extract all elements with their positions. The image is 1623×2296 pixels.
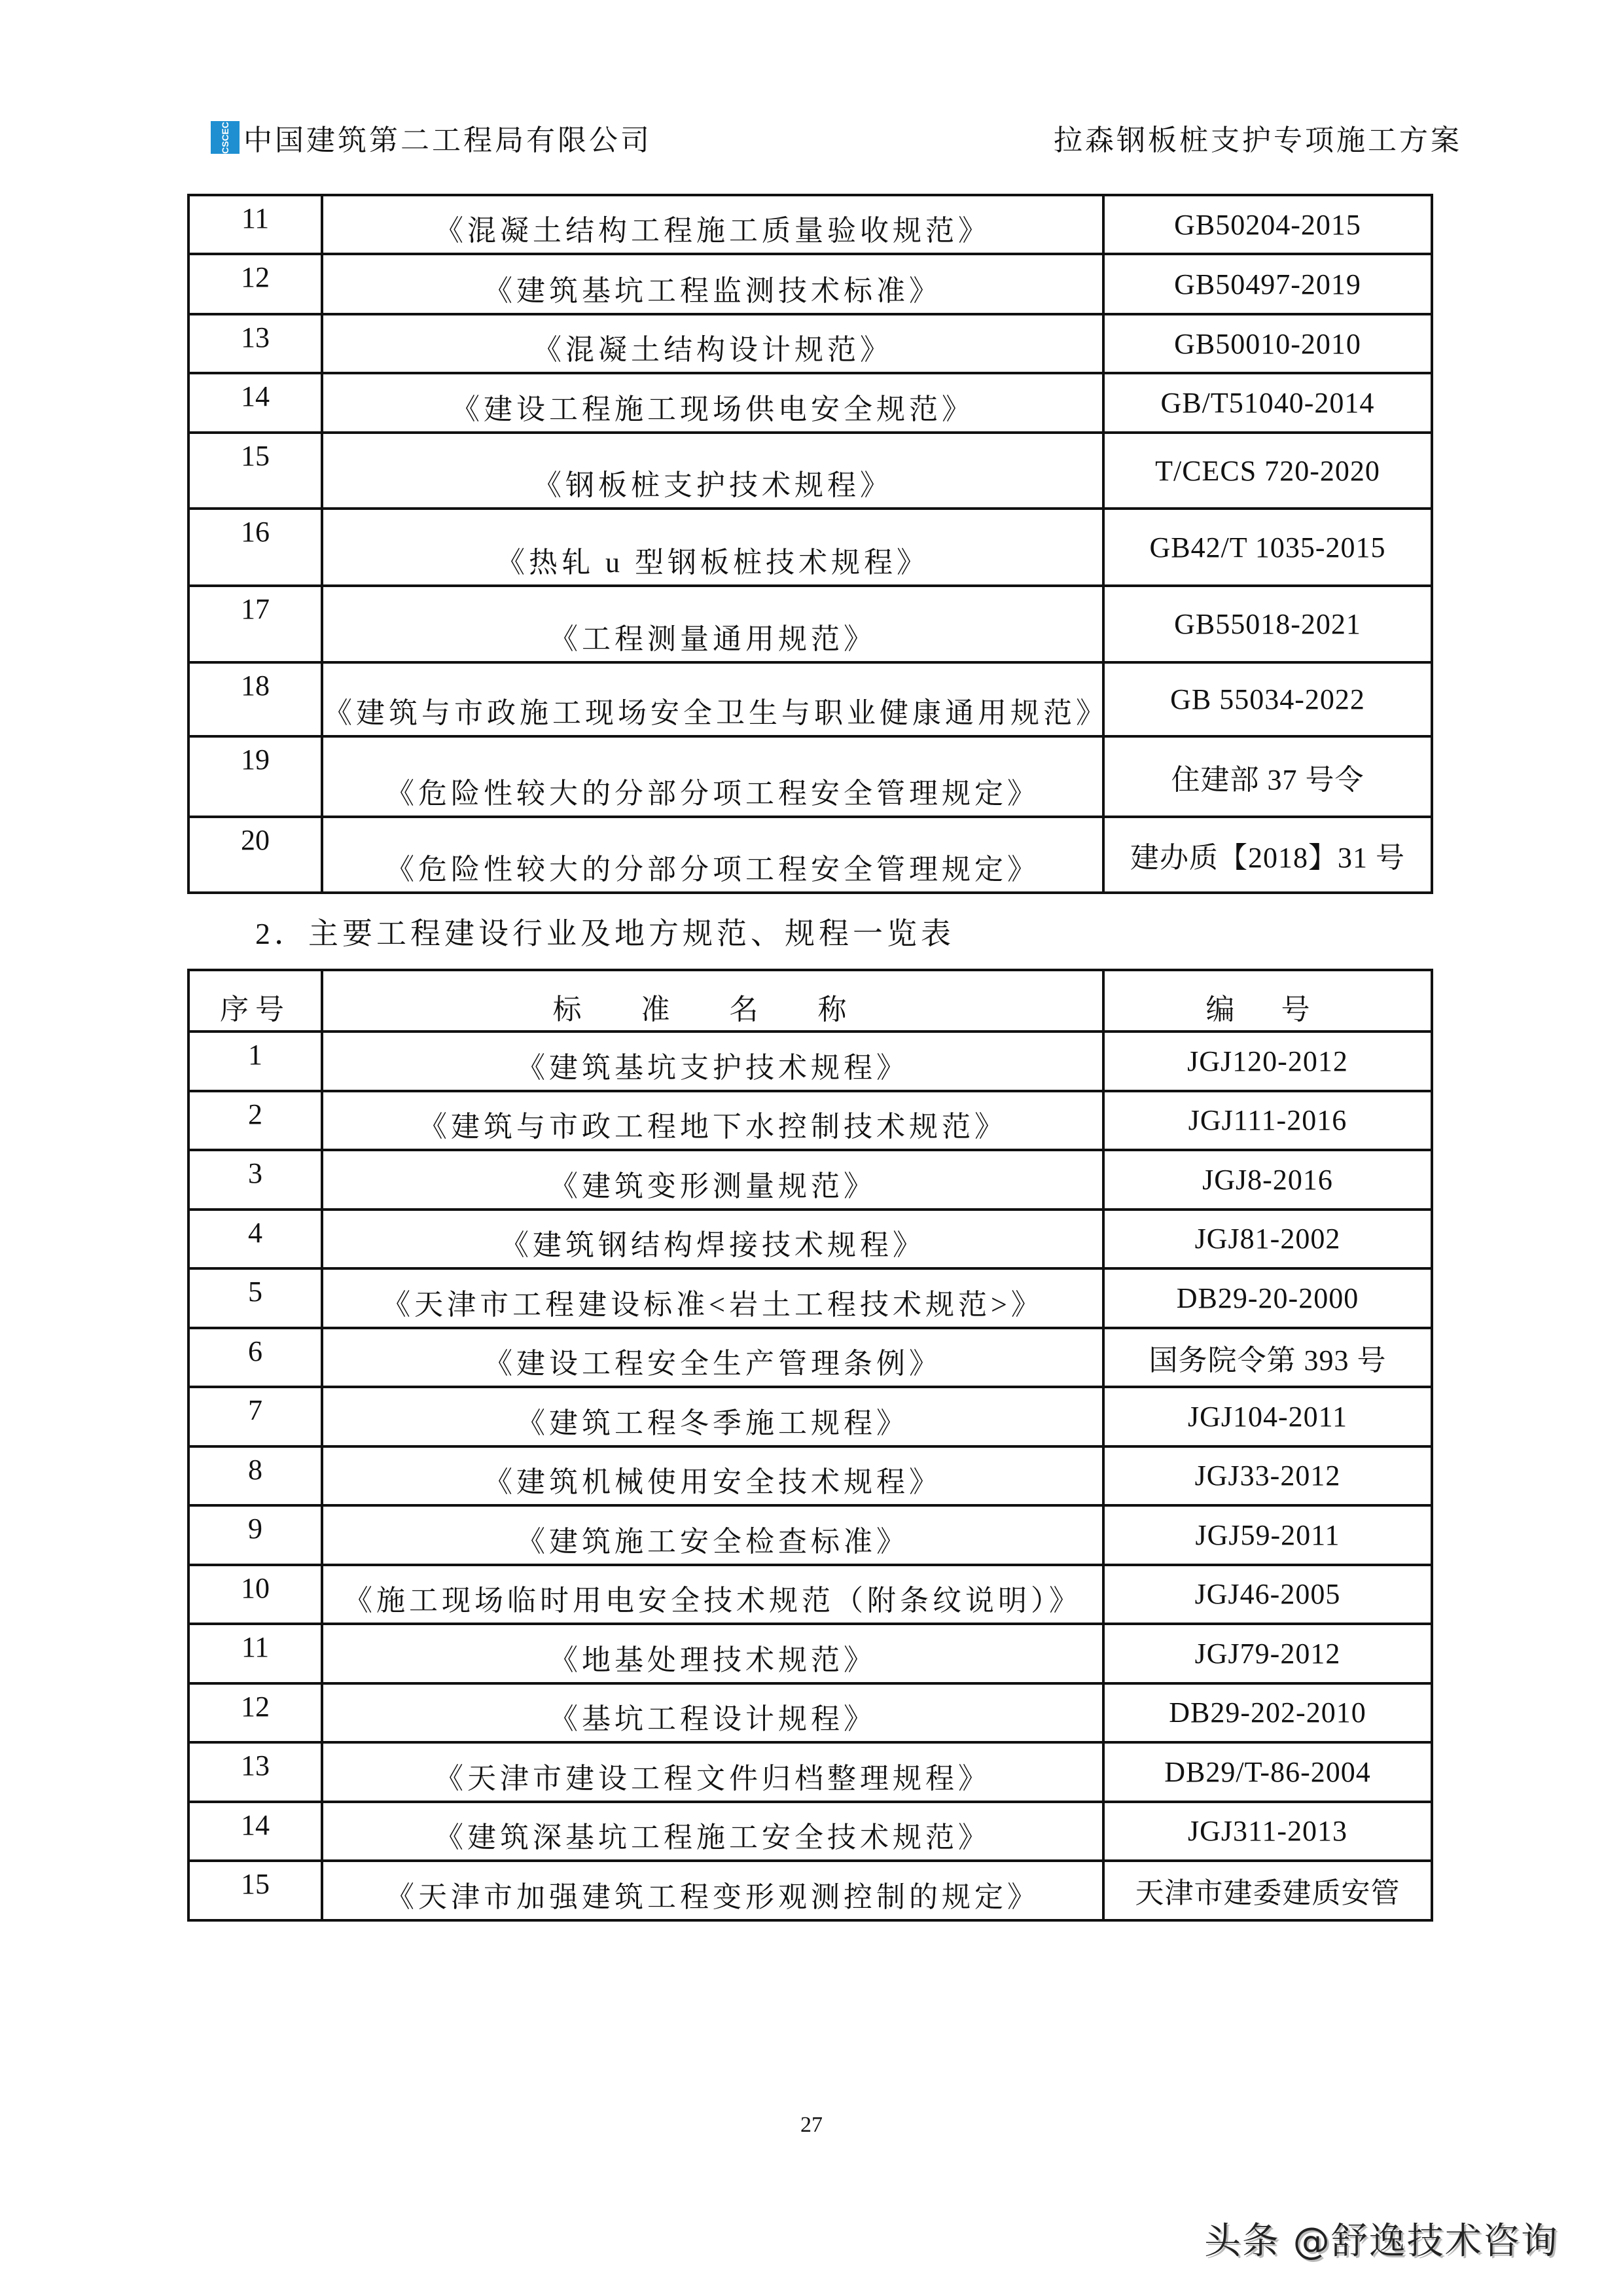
watermark: 头条 @舒逸技术咨询: [1204, 2220, 1559, 2263]
table-row: [188, 1150, 1432, 1210]
row-number: 17: [188, 586, 322, 662]
standard-name: 《建筑施工安全检查标准》: [322, 1505, 1103, 1565]
standard-name: 《热轧 u 型钢板桩技术规程》: [322, 509, 1103, 586]
row-number: 13: [188, 314, 322, 373]
standard-code: GB50204-2015: [1103, 195, 1432, 254]
standard-name: 《建筑钢结构焊接技术规程》: [322, 1210, 1103, 1269]
standard-code: GB 55034-2022: [1103, 662, 1432, 736]
standard-name: 《建筑基坑工程监测技术标准》: [322, 254, 1103, 314]
table-row: [188, 817, 1432, 893]
table-row: [188, 736, 1432, 817]
table-row: [188, 1802, 1432, 1861]
row-number: 12: [188, 254, 322, 314]
row-number: 19: [188, 736, 322, 817]
row-number: 8: [188, 1446, 322, 1506]
standard-code: 国务院令第 393 号: [1103, 1328, 1432, 1388]
standard-name: 《危险性较大的分部分项工程安全管理规定》: [322, 736, 1103, 817]
company-name: 中国建筑第二工程局有限公司: [243, 124, 652, 156]
standard-name: 《天津市工程建设标准<岩土工程技术规范>》: [322, 1268, 1103, 1328]
row-number: 14: [188, 373, 322, 433]
standard-name: 《建筑与市政工程地下水控制技术规范》: [322, 1091, 1103, 1151]
standards-table-industry-local: [187, 969, 1433, 1922]
table-row: [188, 1031, 1432, 1091]
standard-name: 《建筑变形测量规范》: [322, 1150, 1103, 1210]
table-row: [188, 1268, 1432, 1328]
standard-code: DB29-20-2000: [1103, 1268, 1432, 1328]
row-number: 10: [188, 1565, 322, 1624]
table-row: [188, 1565, 1432, 1624]
standard-name: 《建筑机械使用安全技术规程》: [322, 1446, 1103, 1506]
standard-code: JGJ311-2013: [1103, 1802, 1432, 1861]
standard-code: JGJ79-2012: [1103, 1624, 1432, 1683]
standard-code: JGJ33-2012: [1103, 1446, 1432, 1506]
row-number: 7: [188, 1387, 322, 1446]
standard-code: DB29-202-2010: [1103, 1683, 1432, 1743]
row-number: 15: [188, 1861, 322, 1920]
row-number: 3: [188, 1150, 322, 1210]
row-number: 11: [188, 195, 322, 254]
column-header-code: 编 号: [1103, 970, 1432, 1031]
table-row: [188, 314, 1432, 373]
standard-code: JGJ46-2005: [1103, 1565, 1432, 1624]
table-row: [188, 1387, 1432, 1446]
standard-name: 《危险性较大的分部分项工程安全管理规定》: [322, 817, 1103, 893]
table-row: [188, 1446, 1432, 1506]
table-row: [188, 433, 1432, 509]
page-number: 27: [800, 2113, 823, 2137]
standard-code: JGJ81-2002: [1103, 1210, 1432, 1269]
row-number: 15: [188, 433, 322, 509]
table-row: [188, 1210, 1432, 1269]
standard-name: 《建筑工程冬季施工规程》: [322, 1387, 1103, 1446]
row-number: 6: [188, 1328, 322, 1388]
document-title: 拉森钢板桩支护专项施工方案: [1054, 124, 1462, 156]
standard-code: GB/T51040-2014: [1103, 373, 1432, 433]
table-row: [188, 586, 1432, 662]
row-number: 4: [188, 1210, 322, 1269]
row-number: 20: [188, 817, 322, 893]
standard-name: 《建设工程施工现场供电安全规范》: [322, 373, 1103, 433]
table-row: [188, 1861, 1432, 1920]
standard-code: JGJ120-2012: [1103, 1031, 1432, 1091]
table-row: [188, 509, 1432, 586]
standard-code: 住建部 37 号令: [1103, 736, 1432, 817]
row-number: 13: [188, 1742, 322, 1802]
standard-code: JGJ59-2011: [1103, 1505, 1432, 1565]
standard-name: 《工程测量通用规范》: [322, 586, 1103, 662]
column-header-no: 序号: [188, 970, 322, 1031]
standards-table-national: [187, 194, 1433, 894]
standard-code: JGJ104-2011: [1103, 1387, 1432, 1446]
standard-name: 《混凝土结构设计规范》: [322, 314, 1103, 373]
table-row: [188, 373, 1432, 433]
standard-name: 《建筑基坑支护技术规程》: [322, 1031, 1103, 1091]
standard-name: 《建筑与市政施工现场安全卫生与职业健康通用规范》: [322, 662, 1103, 736]
column-header-name: 标 准 名 称: [322, 970, 1103, 1031]
row-number: 16: [188, 509, 322, 586]
standard-code: 建办质【2018】31 号: [1103, 817, 1432, 893]
standard-name: 《天津市加强建筑工程变形观测控制的规定》: [322, 1861, 1103, 1920]
row-number: 1: [188, 1031, 322, 1091]
table-row: [188, 1683, 1432, 1743]
standard-code: GB42/T 1035-2015: [1103, 509, 1432, 586]
standard-name: 《建设工程安全生产管理条例》: [322, 1328, 1103, 1388]
section-heading: 2．主要工程建设行业及地方规范、规程一览表: [255, 917, 955, 950]
table-row: [188, 1505, 1432, 1565]
header-company: [211, 117, 652, 158]
row-number: 14: [188, 1802, 322, 1861]
row-number: 5: [188, 1268, 322, 1328]
standard-code: DB29/T-86-2004: [1103, 1742, 1432, 1802]
table-row: [188, 1091, 1432, 1151]
row-number: 9: [188, 1505, 322, 1565]
standard-code: T/CECS 720-2020: [1103, 433, 1432, 509]
standard-name: 《地基处理技术规范》: [322, 1624, 1103, 1683]
standard-code: JGJ8-2016: [1103, 1150, 1432, 1210]
table-header-row: [188, 970, 1432, 1031]
standard-code: GB55018-2021: [1103, 586, 1432, 662]
standard-name: 《施工现场临时用电安全技术规范（附条纹说明）》: [322, 1565, 1103, 1624]
row-number: 2: [188, 1091, 322, 1151]
standard-name: 《基坑工程设计规程》: [322, 1683, 1103, 1743]
standard-code: GB50010-2010: [1103, 314, 1432, 373]
table-row: [188, 1624, 1432, 1683]
standard-name: 《天津市建设工程文件归档整理规程》: [322, 1742, 1103, 1802]
table-row: [188, 662, 1432, 736]
table-row: [188, 195, 1432, 254]
row-number: 18: [188, 662, 322, 736]
table-row: [188, 1742, 1432, 1802]
row-number: 11: [188, 1624, 322, 1683]
table-row: [188, 254, 1432, 314]
standard-code: JGJ111-2016: [1103, 1091, 1432, 1151]
standard-name: 《混凝土结构工程施工质量验收规范》: [322, 195, 1103, 254]
company-logo-icon: CSCEC: [211, 121, 240, 154]
standard-name: 《钢板桩支护技术规程》: [322, 433, 1103, 509]
standard-name: 《建筑深基坑工程施工安全技术规范》: [322, 1802, 1103, 1861]
table-row: [188, 1328, 1432, 1388]
row-number: 12: [188, 1683, 322, 1743]
standard-code: 天津市建委建质安管: [1103, 1861, 1432, 1920]
standard-code: GB50497-2019: [1103, 254, 1432, 314]
